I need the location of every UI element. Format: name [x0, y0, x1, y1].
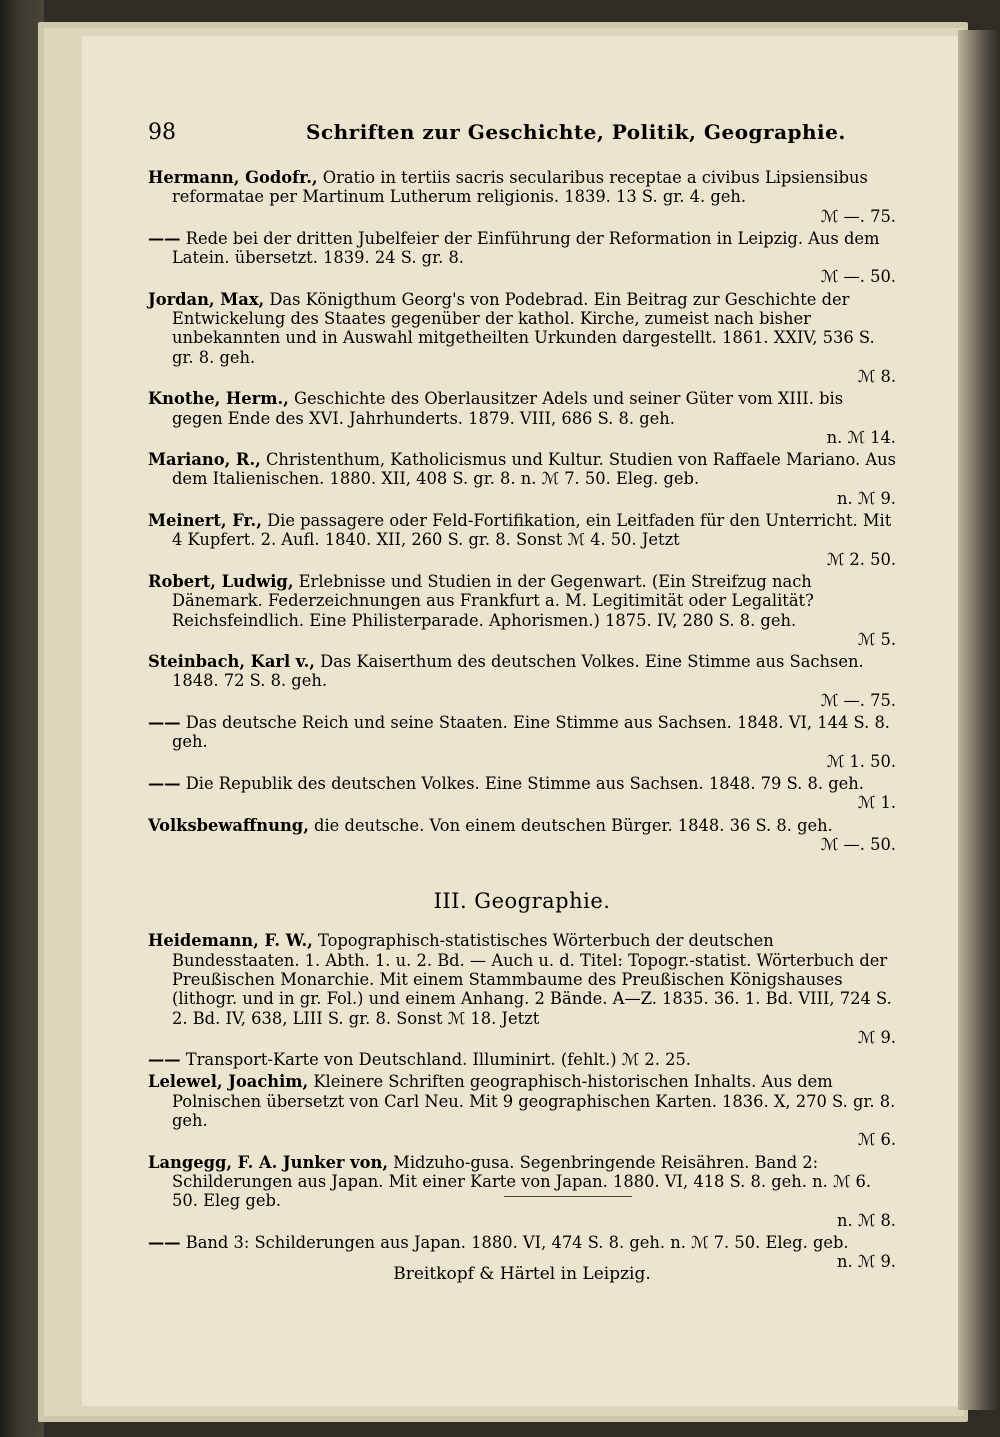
- catalog-body: [148, 168, 896, 1274]
- entry-price: n. ℳ 9.: [837, 488, 896, 508]
- entry-text: Midzuho-gusa. Segenbringende Reisähren. Band 2: Schilderungen aus Japan. Mit einer Karte von Japan. 1880. VI, 418 S. 8. geh. n. ℳ 6. 50. Eleg geb.: [172, 1152, 872, 1211]
- entry-author: ——: [148, 773, 181, 793]
- entry-author: ——: [148, 1232, 181, 1252]
- entry-author: Robert, Ludwig,: [148, 571, 294, 591]
- entry-text: die deutsche. Von einem deutschen Bürger. 1848. 36 S. 8. geh.: [308, 815, 833, 835]
- book-edge-right: [958, 30, 1000, 1410]
- section-title: III. Geographie.: [433, 889, 611, 914]
- entry-text: Das Königthum Georg's von Podebrad. Ein Beitrag zur Geschichte der Entwickelung des Staates gegenüber der kathol. Kirche, zumeist nach bisher unbekannten und in Auswahl mitgetheilten Urkunden dargestellt. 1861. XXIV, 536 S. gr. 8. geh.: [172, 289, 875, 367]
- catalog-entry: [148, 572, 896, 649]
- entry-text: Christenthum, Katholicismus und Kultur. Studien von Raffaele Mariano. Aus dem Italienischen. 1880. XII, 408 S. gr. 8. n. ℳ 7. 50. Eleg. geb.: [172, 450, 896, 489]
- entry-author: Volksbewaffnung,: [148, 815, 309, 835]
- entry-text: Die Republik des deutschen Volkes. Eine Stimme aus Sachsen. 1848. 79 S. 8. geh.: [180, 773, 864, 793]
- entry-price: n. ℳ 9.: [837, 1252, 896, 1272]
- catalog-entry: [148, 1153, 896, 1230]
- entry-price: ℳ 8.: [857, 366, 896, 386]
- entry-price: ℳ —. 75.: [820, 206, 896, 226]
- entry-price: ℳ 5.: [857, 629, 896, 649]
- geography-entries: [148, 931, 896, 1271]
- entry-price: n. ℳ 8.: [837, 1210, 896, 1230]
- entry-price: ℳ 1.: [857, 793, 896, 813]
- catalog-entry: [148, 774, 896, 813]
- entry-author: ——: [148, 228, 181, 248]
- entry-price: ℳ 1. 50.: [826, 751, 896, 771]
- catalog-entry: [148, 652, 896, 710]
- catalog-entry: [148, 389, 896, 447]
- entry-author: Lelewel, Joachim,: [148, 1072, 309, 1092]
- entry-price: ℳ 2. 50.: [826, 549, 896, 569]
- entry-author: Mariano, R.,: [148, 450, 261, 470]
- entry-price: ℳ —. 75.: [820, 690, 896, 710]
- catalog-entry: [148, 816, 896, 855]
- entry-author: Steinbach, Karl v.,: [148, 652, 315, 672]
- entry-text: Oratio in tertiis sacris secularibus receptae a civibus Lipsiensibus reformatae per Martinum Lutherum religionis. 1839. 13 S. gr. 4. geh.: [172, 168, 868, 207]
- entry-text: Topographisch-statistisches Wörterbuch der deutschen Bundesstaaten. 1. Abth. 1. u. 2. Bd. — Auch u. d. Titel: Topogr.-statist. Wörterbuch der Preußischen Monarchie. Mit einem Stammbaume des Preußischen Königshauses (lithogr. und in gr. Fol.) und einem Anhang. 2 Bände. A—Z. 1835. 36. 1. Bd. VIII, 724 S. 2. Bd. IV, 638, LIII S. gr. 8. Sonst ℳ 18. Jetzt: [172, 931, 892, 1028]
- entry-text: Geschichte des Oberlausitzer Adels und seiner Güter vom XIII. bis gegen Ende des XVI. Jahrhunderts. 1879. VIII, 686 S. 8. geh.: [172, 389, 844, 428]
- entry-author: Meinert, Fr.,: [148, 511, 262, 531]
- catalog-entry: [148, 290, 896, 386]
- entry-text: Rede bei der dritten Jubelfeier der Einführung der Reformation in Leipzig. Aus dem Latein. übersetzt. 1839. 24 S. gr. 8.: [172, 228, 880, 268]
- page-header: [148, 120, 888, 145]
- entry-author: Heidemann, F. W.,: [148, 931, 313, 951]
- entry-price: ℳ 9.: [857, 1027, 896, 1047]
- catalog-entry: [148, 511, 896, 569]
- entry-text: Das deutsche Reich und seine Staaten. Eine Stimme aus Sachsen. 1848. VI, 144 S. 8. geh.: [172, 713, 890, 752]
- entry-author: ——: [148, 1050, 181, 1070]
- catalog-entry: [148, 450, 896, 508]
- catalog-entry: [148, 168, 896, 226]
- entry-text: Das Kaiserthum des deutschen Volkes. Eine Stimme aus Sachsen. 1848. 72 S. 8. geh.: [172, 652, 864, 691]
- publisher-footer: Breitkopf & Härtel in Leipzig.: [393, 1264, 651, 1284]
- catalog-entry: [148, 229, 896, 287]
- entry-author: ——: [148, 713, 181, 733]
- catalog-entry: [148, 1072, 896, 1149]
- entry-author: Jordan, Max,: [148, 289, 265, 309]
- entry-author: Hermann, Godofr.,: [148, 168, 318, 187]
- entry-author: Langegg, F. A. Junker von,: [148, 1152, 388, 1172]
- running-title: Schriften zur Geschichte, Politik, Geographie.: [306, 120, 846, 144]
- entry-price: n. ℳ 14.: [826, 427, 896, 447]
- entry-text: Die passagere oder Feld-Fortifikation, ein Leitfaden für den Unterricht. Mit 4 Kupfert. 2. Aufl. 1840. XII, 260 S. gr. 8. Sonst ℳ 4. 50. Jetzt: [172, 511, 892, 550]
- entry-author: Knothe, Herm.,: [148, 389, 289, 409]
- catalog-entry: [148, 1050, 896, 1069]
- entry-price: ℳ 6.: [857, 1130, 896, 1150]
- entry-text: Band 3: Schilderungen aus Japan. 1880. VI, 474 S. 8. geh. n. ℳ 7. 50. Eleg. geb.: [180, 1232, 849, 1252]
- entry-text: Kleinere Schriften geographisch-historischen Inhalts. Aus dem Polnischen übersetzt von Carl Neu. Mit 9 geographischen Karten. 1836. X, 270 S. gr. 8. geh.: [172, 1072, 896, 1131]
- catalog-entry: [148, 713, 896, 771]
- entry-price: ℳ —. 50.: [820, 267, 896, 287]
- page-number: 98: [148, 120, 176, 145]
- divider: [504, 1196, 632, 1197]
- entry-text: Erlebnisse und Studien in der Gegenwart. (Ein Streifzug nach Dänemark. Federzeichnungen aus Frankfurt a. M. Legitimität oder Legalität? Reichsfeindlich. Eine Philisterparade. Aphorismen.) 1875. IV, 280 S. 8. geh.: [172, 571, 814, 630]
- catalog-entry: [148, 931, 896, 1047]
- history-entries: [148, 168, 896, 854]
- entry-price: ℳ —. 50.: [820, 834, 896, 854]
- entry-text: Transport-Karte von Deutschland. Illuminirt. (fehlt.) ℳ 2. 25.: [180, 1050, 691, 1070]
